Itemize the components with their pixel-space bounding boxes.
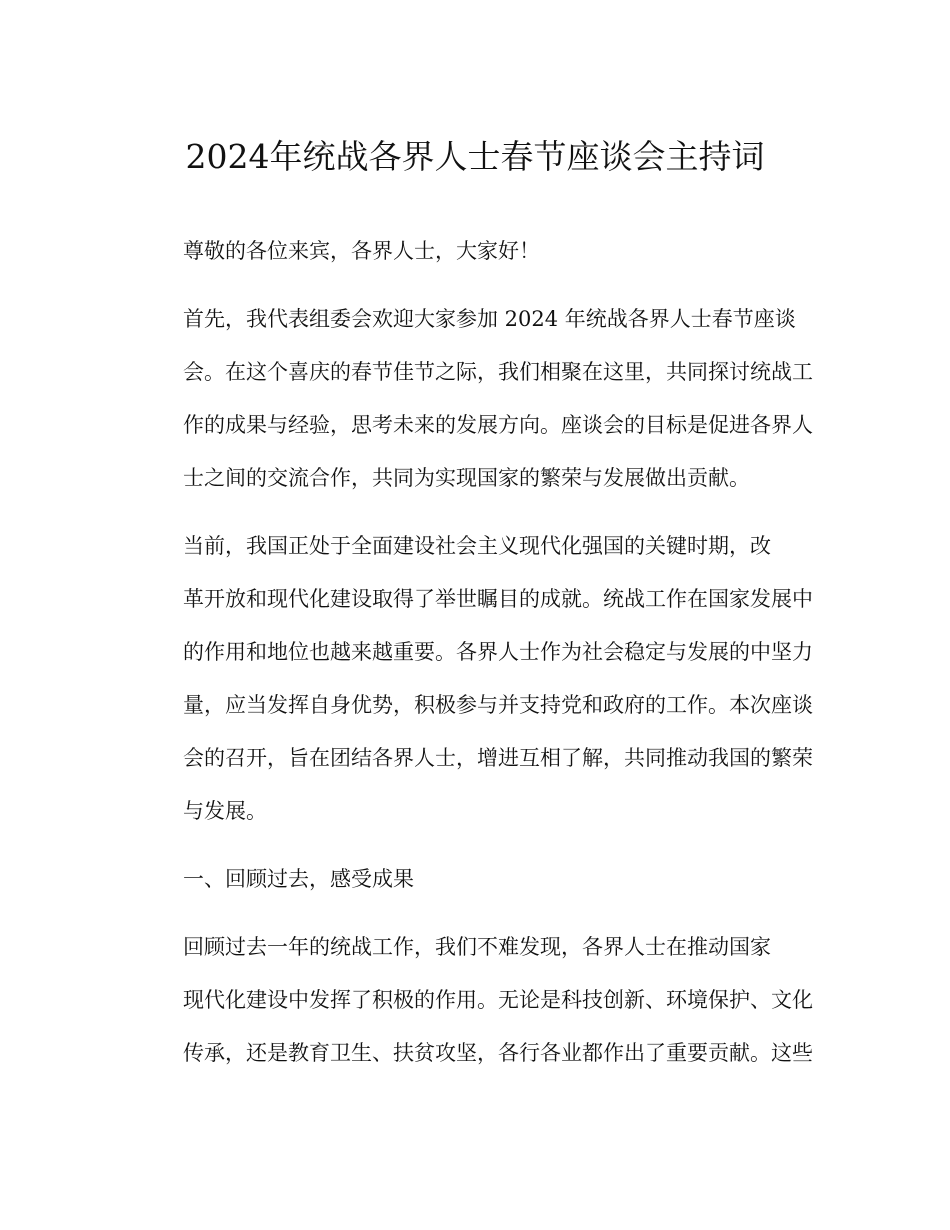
text-line: 士之间的交流合作，共同为实现国家的繁荣与发展做出贡献。 [183,466,750,490]
paragraph-current-situation [141,520,811,838]
text-line: 作的成果与经验，思考未来的发展方向。座谈会的目标是促进各界人 [183,413,813,437]
text-line: 会的召开，旨在团结各界人士，增进互相了解，共同推动我国的繁荣 [183,746,813,770]
paragraph-review [141,921,811,1080]
section-heading [141,853,811,906]
section-heading-text: 一、回顾过去，感受成果 [183,867,414,891]
document-title: 2024年统战各界人士春节座谈会主持词 [185,137,765,176]
text-line: 与发展。 [183,799,267,823]
text-line: 当前，我国正处于全面建设社会主义现代化强国的关键时期，改 [183,534,771,558]
text-line: 传承，还是教育卫生、扶贫攻坚，各行各业都作出了重要贡献。这些 [183,1041,813,1065]
text-line: 尊敬的各位来宾，各界人士，大家好！ [183,239,540,263]
text-line: 回顾过去一年的统战工作，我们不难发现，各界人士在推动国家 [183,935,771,959]
document-body [141,225,811,1095]
paragraph-greeting [141,225,811,278]
text-line: 的作用和地位也越来越重要。各界人士作为社会稳定与发展的中坚力 [183,640,813,664]
text-line: 量，应当发挥自身优势，积极参与并支持党和政府的工作。本次座谈 [183,693,813,717]
text-line: 会。在这个喜庆的春节佳节之际，我们相聚在这里，共同探讨统战工 [183,360,813,384]
text-line: 革开放和现代化建设取得了举世瞩目的成就。统战工作在国家发展中 [183,587,813,611]
text-line: 现代化建设中发挥了积极的作用。无论是科技创新、环境保护、文化 [183,988,813,1012]
paragraph-welcome [141,293,811,505]
text-line: 首先，我代表组委会欢迎大家参加 2024 年统战各界人士春节座谈 [183,307,796,331]
